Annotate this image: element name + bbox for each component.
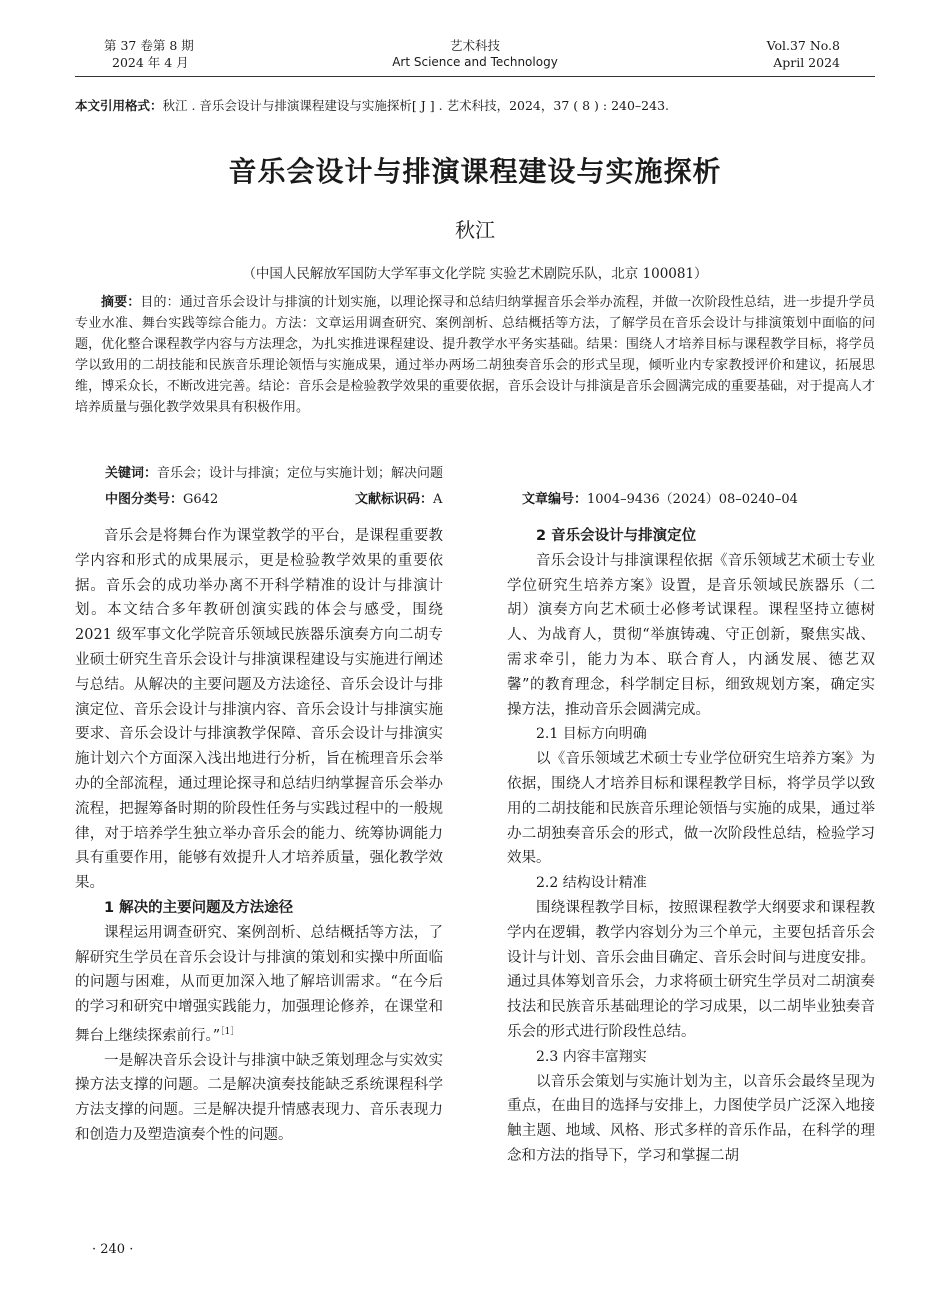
subsection-heading-2-2: 2.2 结构设计精准 (536, 875, 647, 892)
keywords-text: 音乐会；设计与排演；定位与实施计划；解决问题 (157, 466, 444, 481)
abstract (75, 292, 875, 418)
header-rule (75, 76, 875, 77)
issue-date-en: April 2024 (773, 55, 840, 70)
citation (75, 96, 875, 114)
subsection-2-3-paragraph: 以音乐会策划与实施计划为主，以音乐会最终呈现为重点，在曲目的选择与安排上，力图使学员广泛深入地接触主题、地域、风格、形式多样的音乐作品，在科学的理念和方法的指导下，学习和掌握二胡 (507, 1073, 875, 1164)
article-value: 1004–9436（2024）08–0240–04 (587, 492, 798, 507)
subsection-heading-2-3: 2.3 内容丰富翔实 (536, 1048, 647, 1065)
clc-value: G642 (183, 492, 219, 507)
citation-text: 秋江 . 音乐会设计与排演课程建设与实施探析[ J ] . 艺术科技，2024，37 ( 8 ) : 240–243. (162, 98, 670, 113)
journal-name-en: Art Science and Technology (392, 55, 558, 69)
section1-paragraph-1 (75, 921, 443, 1049)
citation-label: 本文引用格式： (75, 98, 163, 113)
journal-issue-en (767, 37, 840, 71)
affiliation: （中国人民解放军国防大学军事文化学院 实验艺术剧院乐队，北京 100081） (242, 266, 708, 282)
intro-paragraph: 音乐会是将舞台作为课堂教学的平台，是课程重要教学内容和形式的成果展示，更是检验教学效果的重要依据。音乐会的成功举办离不开科学精准的设计与排演计划。本文结合多年教研创演实践的体会与感受，围绕 2021 级军事文化学院音乐领域民族器乐演奏方向二胡专业硕士研究生音乐会设计与排演课程建设与实施进行阐述与总结。从解决的主要问题及方法途径、音乐会设计与排演定位、音乐会设计与排演内容、音乐会设计与排演实施要求、音乐会设计与排演教学保障、音乐会设计与排演实施计划六个方面深入浅出地进行分析，旨在梳理音乐会举办的全部流程，通过理论探寻和总结归纳掌握音乐会举办流程，把握筹备时期的阶段性任务与实践过程中的一般规律，对于培养学生独立举办音乐会的能力、统筹协调能力具有重要作用，能够有效提升人才培养质量，强化教学效果。 (75, 528, 443, 892)
issue-date: 2024 年 4 月 (112, 55, 189, 70)
author: 秋江 (455, 218, 495, 242)
subsection-2-1-paragraph: 以《音乐领域艺术硕士专业学位研究生培养方案》为依据，围绕人才培养目标和课程教学目标，将学员学以致用的二胡技能和民族音乐理论领悟与实施的成果，通过举办二胡独奏音乐会的形式，做一次阶段性总结，检验学习效果。 (507, 751, 875, 867)
issue-volume-en: Vol.37 No.8 (766, 38, 840, 53)
doc-value: A (433, 492, 443, 507)
keywords-label: 关键词： (105, 466, 158, 481)
subsection-2-2-paragraph: 围绕课程教学目标，按照课程教学大纲要求和课程教学内在逻辑，教学内容划分为三个单元，主要包括音乐会设计与计划、音乐会曲目确定、音乐会时间与进度安排。通过具体筹划音乐会，力求将硕士研究生学员对二胡演奏技法和民族音乐基础理论的学习成果，以二胡毕业独奏音乐会的形式进行阶段性总结。 (507, 899, 875, 1040)
reference-marker: ［1］ (220, 1026, 240, 1037)
clc-label: 中图分类号： (105, 492, 184, 507)
section2-paragraph: 音乐会设计与排演课程依据《音乐领域艺术硕士专业学位研究生培养方案》设置，是音乐领域民族器乐（二胡）演奏方向艺术硕士必修考试课程。课程坚持立德树人、为战育人，贯彻“举旗铸魂、守正创新，聚焦实战、需求牵引，能力为本、联合育人，内涵发展、德艺双馨”的教育理念，科学制定目标，细致规划方案，确定实操方法，推动音乐会圆满完成。 (507, 552, 875, 718)
section1-paragraph-2: 一是解决音乐会设计与排演中缺乏策划理念与实效实操方法支撑的问题。二是解决演奏技能缺乏系统课程科学方法支撑的问题。三是解决提升情感表现力、音乐表现力和创造力及塑造演奏个性的问题。 (75, 1052, 443, 1143)
subsection-heading-2-1: 2.1 目标方向明确 (536, 726, 647, 743)
section-heading-1: 1 解决的主要问题及方法途径 (104, 899, 294, 916)
journal-name-cn: 艺术科技 (449, 38, 500, 53)
section-heading-2: 2 音乐会设计与排演定位 (536, 528, 697, 544)
abstract-text: 目的：通过音乐会设计与排演的计划实施，以理论探寻和总结归纳掌握音乐会举办流程，并做一次阶段性总结，进一步提升学员专业水准、舞台实践等综合能力。方法：文章运用调查研究、案例剖析、总结概括等方法，了解学员在音乐会设计与排演策划中面临的问题，优化整合课程教学内容与方法理念，为扎实推进课程建设、提升教学水平务实基础。结果：围绕人才培养目标与课程教学目标，将学员学以致用的二胡技能和民族音乐理论领悟与实施成果，通过举办两场二胡独奏音乐会的形式呈现，倾听业内专家教授评价和建议，拓展思维，博采众长，不断改进完善。结论：音乐会是检验教学效果的重要依据，音乐会设计与排演是音乐会圆满完成的重要基础，对于提高人才培养质量与强化教学效果具有积极作用。 (75, 295, 875, 415)
doc-label: 文献标识码： (355, 492, 434, 507)
page-number: · 240 · (92, 1242, 134, 1257)
document-code (355, 488, 442, 507)
article-label: 文章编号： (522, 492, 588, 507)
clc-number (105, 488, 218, 507)
right-column (507, 524, 875, 1169)
abstract-label: 摘要： (101, 295, 141, 310)
article-number (522, 488, 798, 507)
left-column (75, 524, 443, 1148)
section1-paragraph-1-text: 课程运用调查研究、案例剖析、总结概括等方法，了解研究生学员在音乐会设计与排演的策划和实操中所面临的问题与困难，从而更加深入地了解培训需求。“在今后的学习和研究中增强实践能力，加强理论修养，在课堂和舞台上继续探索前行。” (75, 924, 443, 1044)
keywords (105, 462, 875, 481)
issue-volume: 第 37 卷第 8 期 (104, 38, 194, 53)
paper-title: 音乐会设计与排演课程建设与实施探析 (228, 155, 722, 188)
